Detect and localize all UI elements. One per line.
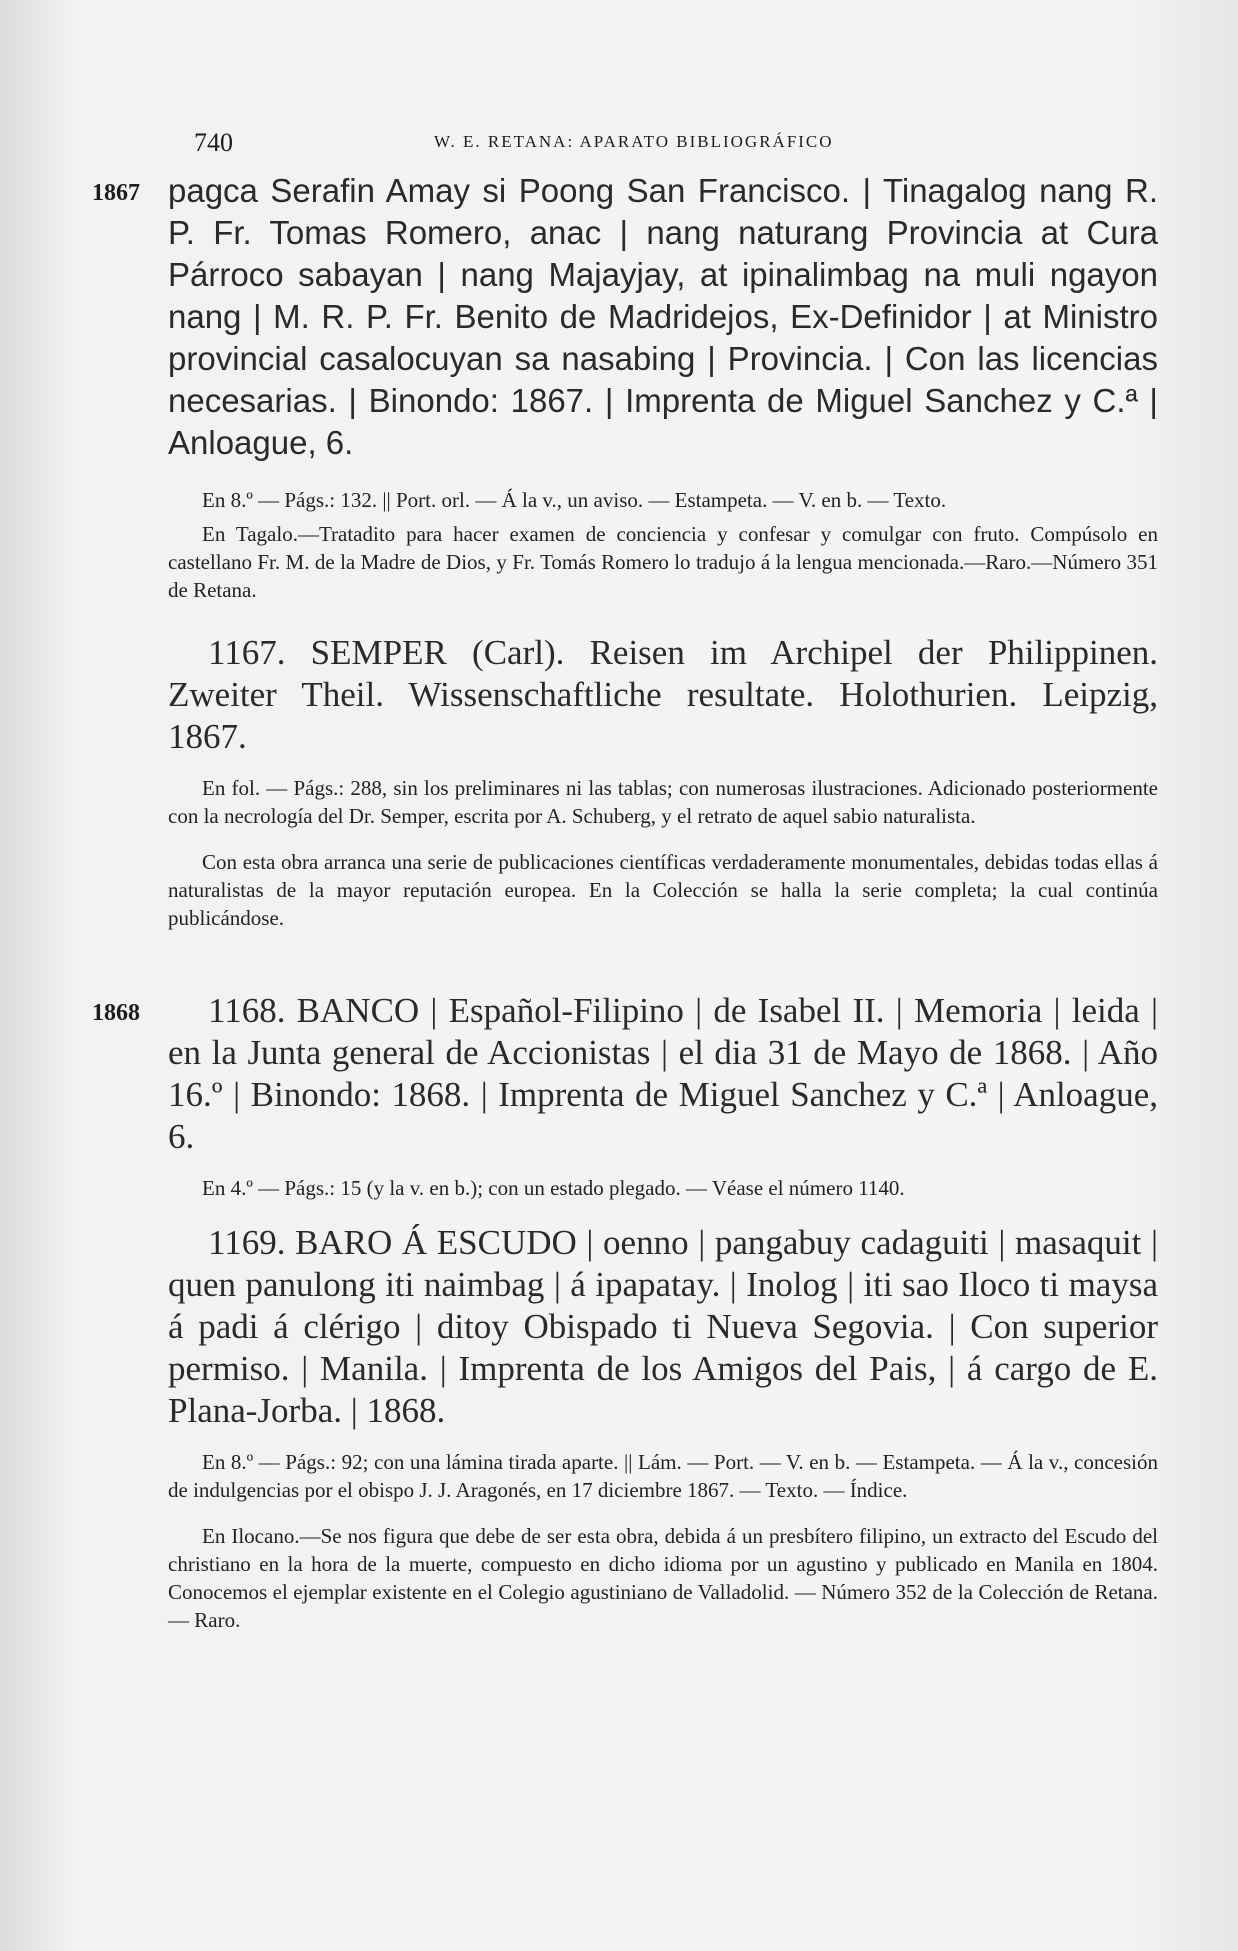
entry-commentary: En Tagalo.—Tratadito para hacer examen de conciencia y confesar y comulgar con fruto. Compúsolo en castellano Fr. M. de la Madre de Dios, y Fr. Tomás Romero lo tradujo á la lengua mencionada.—Raro.—Número 351 de Retana. [168,522,1158,602]
year-marker: 1867 [92,180,140,206]
bibliography-entry [92,990,1158,1202]
entry-title: pagca Serafin Amay si Poong San Francisco. | Tinagalog nang R. P. Fr. Tomas Romero, anac | nang naturang Provincia at Cura Párroco sabayan | nang Majayjay, at ipinalimbag na muli ngayon nang | M. R. P. Fr. Benito de Madridejos, Ex-Definidor | at Ministro provincial casalocuyan sa nasabing | Provincia. | Con las licencias necesarias. | Binondo: 1867. | Imprenta de Miguel Sanchez y C.ª | Anloague, 6. [168,172,1158,461]
bibliography-entry [92,170,1158,604]
entry-title: 1169. BARO Á ESCUDO | oenno | pangabuy cadaguiti | masaquit | quen panulong iti naimbag | á ipapatay. | Inolog | iti sao Iloco ti maysa á padi á clérigo | ditoy Obispado ti Nueva Segovia. | Con superior permiso. | Manila. | Imprenta de los Amigos del Pais, | á cargo de E. Plana-Jorba. | 1868. [168,1223,1158,1430]
entry-physical-description: En 4.º — Págs.: 15 (y la v. en b.); con un estado plegado. — Véase el número 1140. [202,1176,905,1200]
running-head: W. E. RETANA: APARATO BIBLIOGRÁFICO [434,132,834,151]
entry-physical-description: En 8.º — Págs.: 132. || Port. orl. — Á la v., un aviso. — Estampeta. — V. en b. — Texto. [202,488,947,512]
entry-title: 1167. SEMPER (Carl). Reisen im Archipel der Philippinen. Zweiter Theil. Wissenschaftliche resultate. Holothurien. Leipzig, 1867. [168,633,1158,756]
entry-physical-description: En fol. — Págs.: 288, sin los preliminares ni las tablas; con numerosas ilustraciones. Adicionado posteriormente con la necrología del Dr. Semper, escrita por A. Schuberg, y el retrato de aquel sabio naturalista. [168,776,1158,828]
bibliography-entry [168,1222,1158,1634]
bibliography-entry [168,632,1158,932]
page-number: 740 [194,128,233,157]
year-marker: 1868 [92,1000,140,1026]
entry-commentary: Con esta obra arranca una serie de publicaciones científicas verdaderamente monumentales, debidas todas ellas á naturalistas de la mayor reputación europea. En la Colección se halla la serie completa; la cual continúa publicándose. [168,850,1158,930]
entry-physical-description: En 8.º — Págs.: 92; con una lámina tirada aparte. || Lám. — Port. — V. en b. — Estampeta. — Á la v., concesión de indulgencias por el obispo J. J. Aragonés, en 17 diciembre 1867. — Texto. — Índice. [168,1450,1158,1502]
entry-commentary: En Ilocano.—Se nos figura que debe de ser esta obra, debida á un presbítero filipino, un extracto del Escudo del christiano en la hora de la muerte, compuesto en dicho idioma por un agustino y publicado en Manila en 1804. Conocemos el ejemplar existente en el Colegio agustiniano de Valladolid. — Número 352 de la Colección de Retana. — Raro. [168,1524,1158,1632]
entry-title: 1168. BANCO | Español-Filipino | de Isabel II. | Memoria | leida | en la Junta general de Accionistas | el dia 31 de Mayo de 1868. | Año 16.º | Binondo: 1868. | Imprenta de Miguel Sanchez y C.ª | Anloague, 6. [168,991,1158,1156]
page-header [194,128,1154,158]
